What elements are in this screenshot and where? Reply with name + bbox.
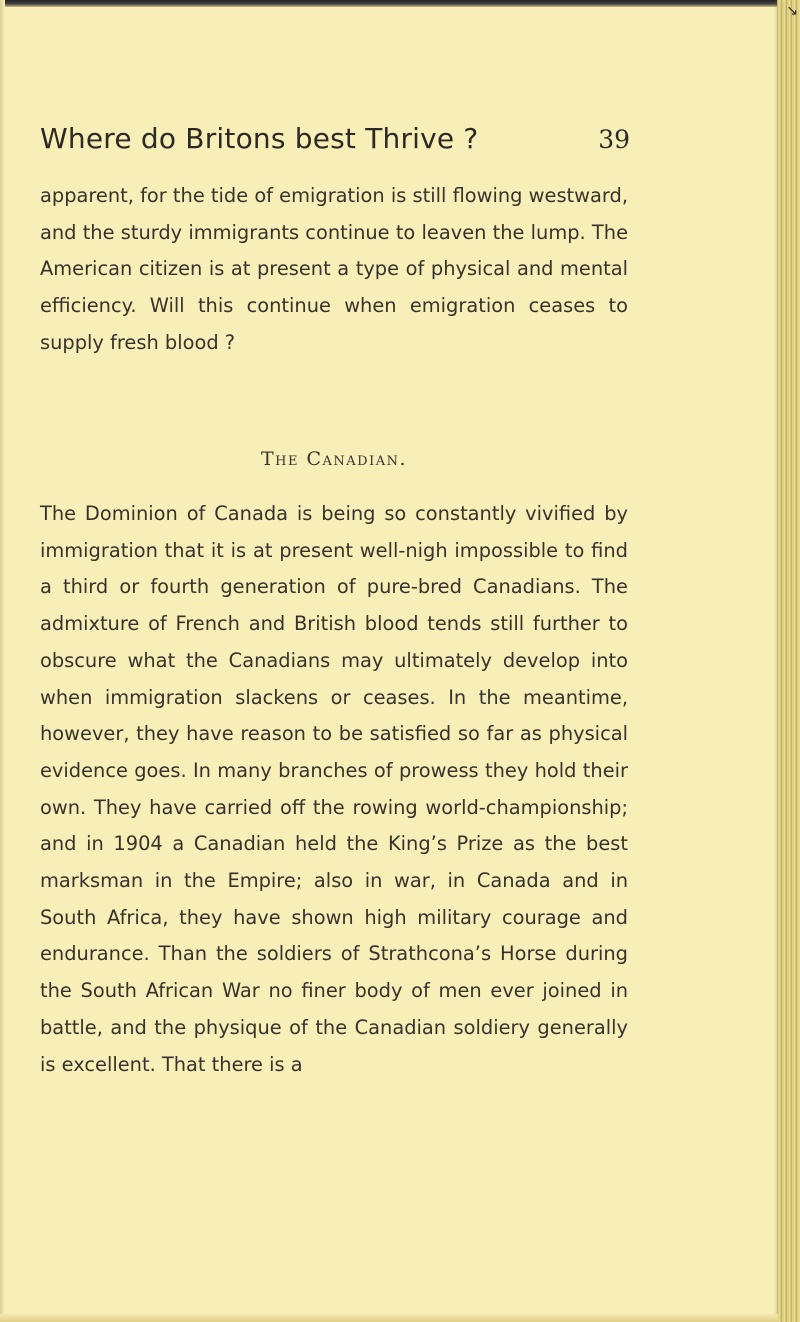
page-left-edge: [0, 0, 5, 1322]
paragraph-dominion-of-canada: The Dominion of Canada is being so constantly vivified by immigration that it is at present well-nigh impossible to find a third or fourth generation of pure-bred Canadians. The admixture of French and British blood tends still further to obscure what the Canadians may ultimately develop into when immigration slackens or ceases. In the meantime, however, they have reason to be satisfied so far as physical evidence goes. In many branches of prowess they hold their own. They have carried off the rowing world-championship; and in 1904 a Canadian held the King’s Prize as the best marksman in the Empire; also in war, in Canada and in South Africa, they have shown high military courage and endurance. Than the soldiers of Strathcona’s Horse during the South African War no finer body of men ever joined in battle, and the physique of the Canadian soldiery generally is excellent. That there is a: [40, 502, 628, 1076]
corner-tab-icon: ↘: [786, 3, 798, 19]
page-bottom-edge: [0, 1314, 778, 1322]
running-title: Where do Britons best Thrive ?: [40, 122, 479, 155]
section-heading-the-canadian: The Canadian.: [260, 448, 408, 470]
running-header: [40, 122, 630, 168]
paragraph-apparent: apparent, for the tide of emigration is still flowing westward, and the sturdy immigrants continue to leaven the lump. The American citizen is at present a type of physical and mental efficiency. Will this continue when emigration ceases to supply fresh blood ?: [40, 184, 628, 354]
book-top-edge: [0, 0, 800, 7]
book-page-edges: [777, 0, 800, 1322]
page-number: 39: [598, 125, 630, 154]
